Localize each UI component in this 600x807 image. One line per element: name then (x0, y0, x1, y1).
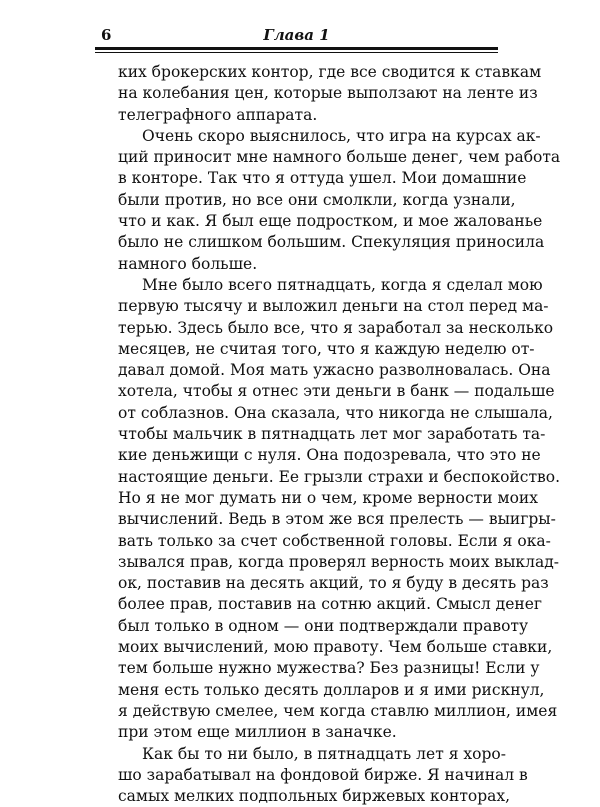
text-line: ций приносит мне намного больше денег, чем работа (118, 148, 561, 167)
text-line: Как бы то ни было, в пятнадцать лет я хоро- (142, 744, 506, 763)
text-line: при этом еще миллион в заначке. (118, 723, 397, 742)
text-line: Очень скоро выяснилось, что игра на курсах ак- (142, 126, 541, 145)
page-number: 6 (101, 26, 112, 44)
text-line: что и как. Я был еще подростком, и мое жалованье (118, 212, 543, 231)
text-line: тем больше нужно мужества? Без разницы! Если у (118, 659, 540, 678)
text-line: был только в одном — они подтверждали правоту (118, 616, 529, 635)
header-rule-thin (95, 52, 498, 53)
text-line: вать только за счет собственной головы. Если я ока- (118, 531, 551, 550)
text-line: Но я не мог думать ни о чем, кроме верности моих (118, 488, 538, 507)
text-line: намного больше. (118, 254, 258, 273)
text-line: меня есть только десять долларов и я ими рискнул, (118, 680, 545, 699)
text-line: давал домой. Моя мать ужасно разволновалась. Она (118, 361, 551, 380)
text-line: более прав, поставив на сотню акций. Смысл денег (118, 595, 543, 614)
text-line: терью. Здесь было все, что я заработал за несколько (118, 318, 554, 337)
running-head (95, 26, 498, 46)
text-line: ких брокерских контор, где все сводится к ставкам (118, 63, 542, 81)
text-line: первую тысячу и выложил деньги на стол перед ма- (118, 297, 549, 316)
text-line: шо зарабатывал на фондовой бирже. Я начинал в (118, 765, 528, 784)
header-rule-thick (95, 47, 498, 50)
text-line: хотела, чтобы я отнес эти деньги в банк — подальше (118, 382, 555, 401)
text-line: чтобы мальчик в пятнадцать лет мог заработать та- (118, 425, 546, 444)
text-line: от соблазнов. Она сказала, что никогда не слышала, (118, 403, 553, 422)
text-line: в конторе. Так что я оттуда ушел. Мои домашние (118, 169, 527, 188)
text-line: ок, поставив на десять акций, то я буду в десять раз (118, 574, 549, 593)
text-line: месяцев, не считая того, что я каждую неделю от- (118, 339, 535, 358)
text-line: самых мелких подпольных биржевых конторах, (118, 787, 511, 806)
text-line: были против, но все они смолкли, когда узнали, (118, 190, 516, 209)
text-line: я действую смелее, чем когда ставлю миллион, имея (118, 701, 558, 720)
text-line: вычислений. Ведь в этом же вся прелесть — выигры- (118, 510, 556, 529)
body-text (118, 62, 561, 807)
text-line: телеграфного аппарата. (118, 105, 318, 124)
chapter-title: Глава 1 (263, 26, 330, 44)
text-line: Мне было всего пятнадцать, когда я сделал мою (142, 275, 543, 294)
text-line: было не слишком большим. Спекуляция приносила (118, 233, 545, 252)
text-line: зывался прав, когда проверял верность моих выклад- (118, 552, 559, 571)
text-line: кие деньжищи с нуля. Она подозревала, что это не (118, 446, 541, 465)
text-line: настоящие деньги. Ее грызли страхи и беспокойство. (118, 467, 561, 486)
text-line: на колебания цен, которые выползают на ленте из (118, 84, 538, 103)
text-line: моих вычислений, мою правоту. Чем больше ставки, (118, 638, 553, 657)
